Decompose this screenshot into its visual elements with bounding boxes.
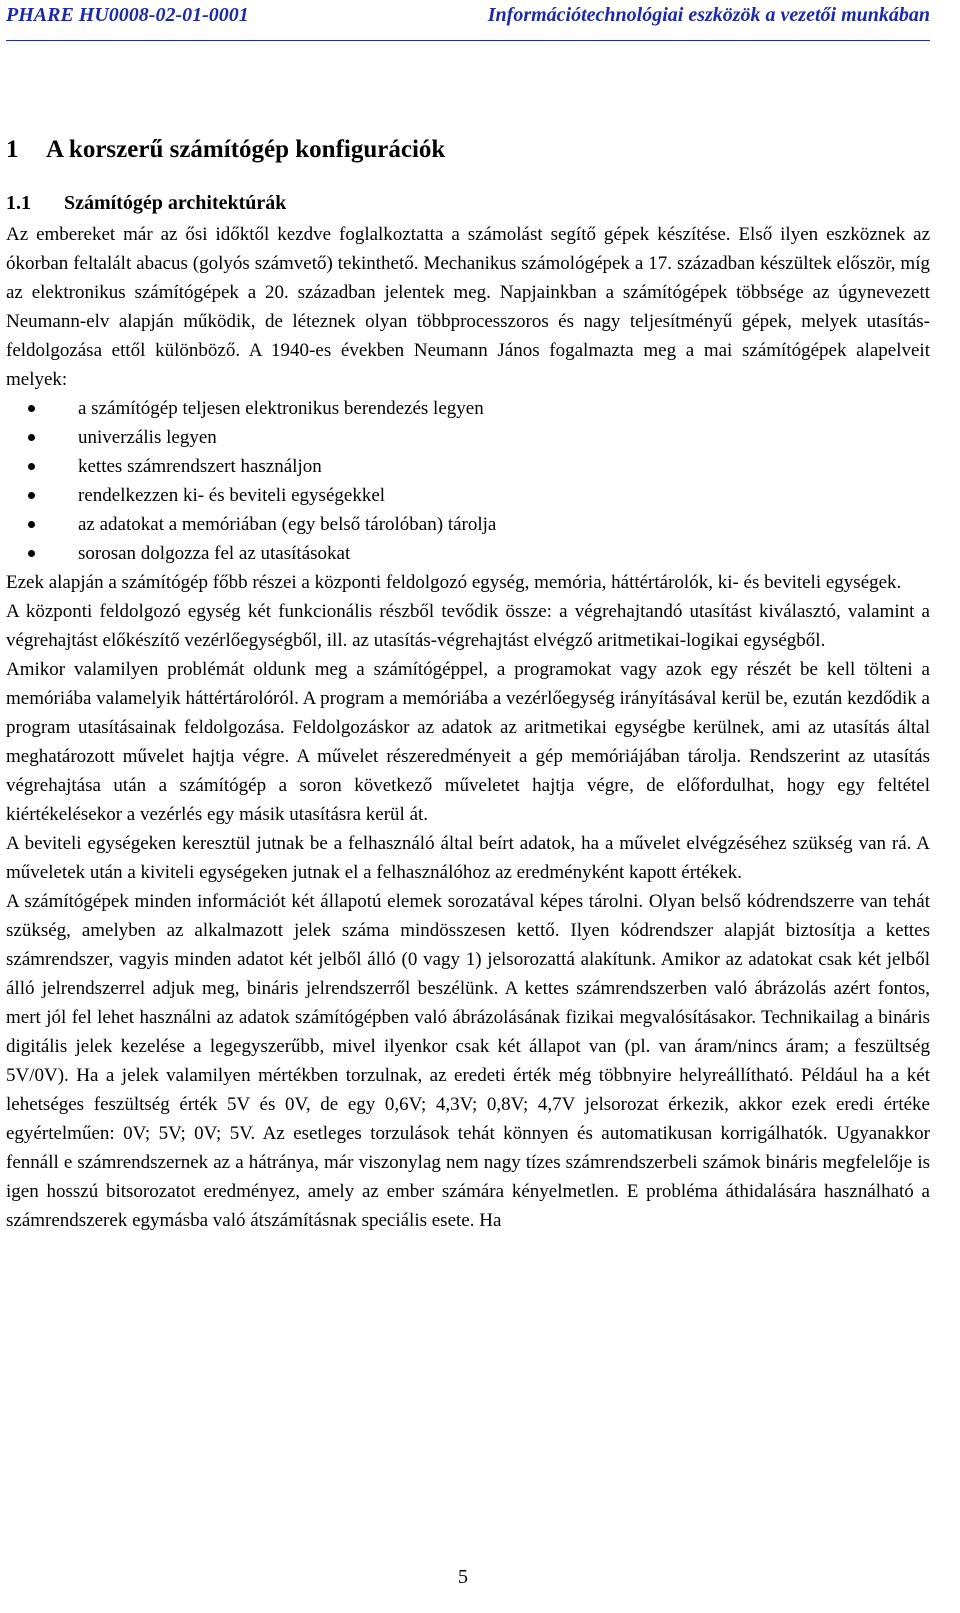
bullet-icon bbox=[28, 521, 35, 528]
subsection-number: 1.1 bbox=[6, 192, 31, 214]
bullet-icon bbox=[28, 550, 35, 557]
intro-paragraph: Az embereket már az ősi időktől kezdve foglalkoztatta a számolást segítő gépek készítése. Első ilyen eszköznek az ókorban feltalált abacus (golyós számvető) tekinthető. Mechanikus számológépek a 17. században készültek először, míg az elektronikus számítógépek a 20. században jelentek meg. Napjainkban a számítógépek többsége az úgynevezett Neumann-elv alapján működik, de léteznek olyan többprocesszoros és nagy teljesítményű gépek, melyek utasítás-feldolgozása ettől különböző. A 1940-es években Neumann János fogalmazta meg a mai számítógépek alapelveit melyek: bbox=[6, 224, 930, 390]
paragraph-components: Ezek alapján a számítógép főbb részei a központi feldolgozó egység, memória, háttértárolók, ki- és beviteli egységek. bbox=[6, 572, 902, 593]
running-header bbox=[6, 0, 930, 41]
list-item: univerzális legyen bbox=[6, 423, 930, 452]
principles-list bbox=[6, 394, 930, 568]
paragraph-io: A beviteli egységeken keresztül jutnak be a felhasználó által beírt adatok, ha a művelet elvégzéséhez szükség van rá. A műveletek után a kiviteli egységeken jutnak el a felhasználóhoz az eredményként kapott értékek. bbox=[6, 833, 930, 883]
section-heading bbox=[6, 136, 445, 164]
list-item: az adatokat a memóriában (egy belső tárolóban) tárolja bbox=[6, 510, 930, 539]
paragraph-program-execution: Amikor valamilyen problémát oldunk meg a számítógéppel, a programokat vagy azok egy részét be kell tölteni a memóriába valamelyik háttértárolóról. A program a memóriába a vezérlőegység irányításával kerül be, ezután kezdődik a program utasításainak feldolgozása. Feldolgozáskor az adatok az aritmetikai egységbe kerülnek, ami az utasítás által meghatározott művelet hajtja végre. A művelet részeredményeit a gép memóriájában tárolja. Rendszerint az utasítás végrehajtása után a számítógép a soron következő műveletet hajtja végre, de előfordulhat, hogy egy feltétel kiértékelésekor a vezérlés egy másik utasításra kerül át. bbox=[6, 659, 930, 825]
list-item: a számítógép teljesen elektronikus berendezés legyen bbox=[6, 394, 930, 423]
section-title: A korszerű számítógép konfigurációk bbox=[46, 136, 446, 163]
subsection-title: Számítógép architektúrák bbox=[64, 192, 287, 214]
subsection-heading bbox=[6, 192, 286, 215]
bullet-icon bbox=[28, 463, 35, 470]
page-number: 5 bbox=[458, 1566, 468, 1588]
bullet-icon bbox=[28, 492, 35, 499]
body-text bbox=[6, 220, 930, 1235]
list-item: rendelkezzen ki- és beviteli egységekkel bbox=[6, 481, 930, 510]
paragraph-binary: A számítógépek minden információt két állapotú elemek sorozatával képes tárolni. Olyan belső kódrendszerre van tehát szükség, amelyben az alkalmazott jelek száma mindösszesen kettő. Ilyen kódrendszer alapját biztosítja a kettes számrendszer, vagyis minden adatot két jelből álló (0 vagy 1) jelsorozattá alakítunk. Amikor az adatokat csak két jelből álló jelrendszerrel adjuk meg, bináris jelrendszerről beszélünk. A kettes számrendszerben való ábrázolás azért fontos, mert jól fel lehet használni az adatok számítógépben való ábrázolásának fizikai megvalósításakor. Technikailag a bináris digitális jelek kezelése a legegyszerűbb, mivel ilyenkor csak két állapot van (pl. van áram/nincs áram; a feszültség 5V/0V). Ha a jelek valamilyen mértékben torzulnak, az eredeti érték még többnyire helyreállítható. Például ha a két lehetséges feszültség érték 5V és 0V, de egy 0,6V; 4,3V; 0,8V; 4,7V jelsorozat érkezik, akkor ezek eredi értéke egyértelműen: 0V; 5V; 0V; 5V. Az esetleges torzulások tehát könnyen és automatikusan korrigálhatók. Ugyanakkor fennáll e számrendszernek az a hátránya, már viszonylag nem nagy tízes számrendszerbeli számok bináris megfelelője is igen hosszú bitsorozatot eredményez, amely az ember számára kényelmetlen. E probléma áthidalására használható a számrendszerek egymásba való átszámításnak speciális esete. Ha bbox=[6, 891, 930, 1231]
header-project-code: PHARE HU0008-02-01-0001 bbox=[6, 4, 249, 26]
header-document-title: Információtechnológiai eszközök a vezetői munkában bbox=[487, 4, 930, 26]
bullet-icon bbox=[28, 405, 35, 412]
list-item: kettes számrendszert használjon bbox=[6, 452, 930, 481]
bullet-icon bbox=[28, 434, 35, 441]
paragraph-cpu: A központi feldolgozó egység két funkcionális részből tevődik össze: a végrehajtandó utasítást kiválasztó, valamint a végrehajtást előkészítő vezérlőegységből, ill. az utasítás-végrehajtást elvégző aritmetikai-logikai egységből. bbox=[6, 601, 930, 651]
list-item: sorosan dolgozza fel az utasításokat bbox=[6, 539, 930, 568]
section-number: 1 bbox=[6, 136, 19, 163]
